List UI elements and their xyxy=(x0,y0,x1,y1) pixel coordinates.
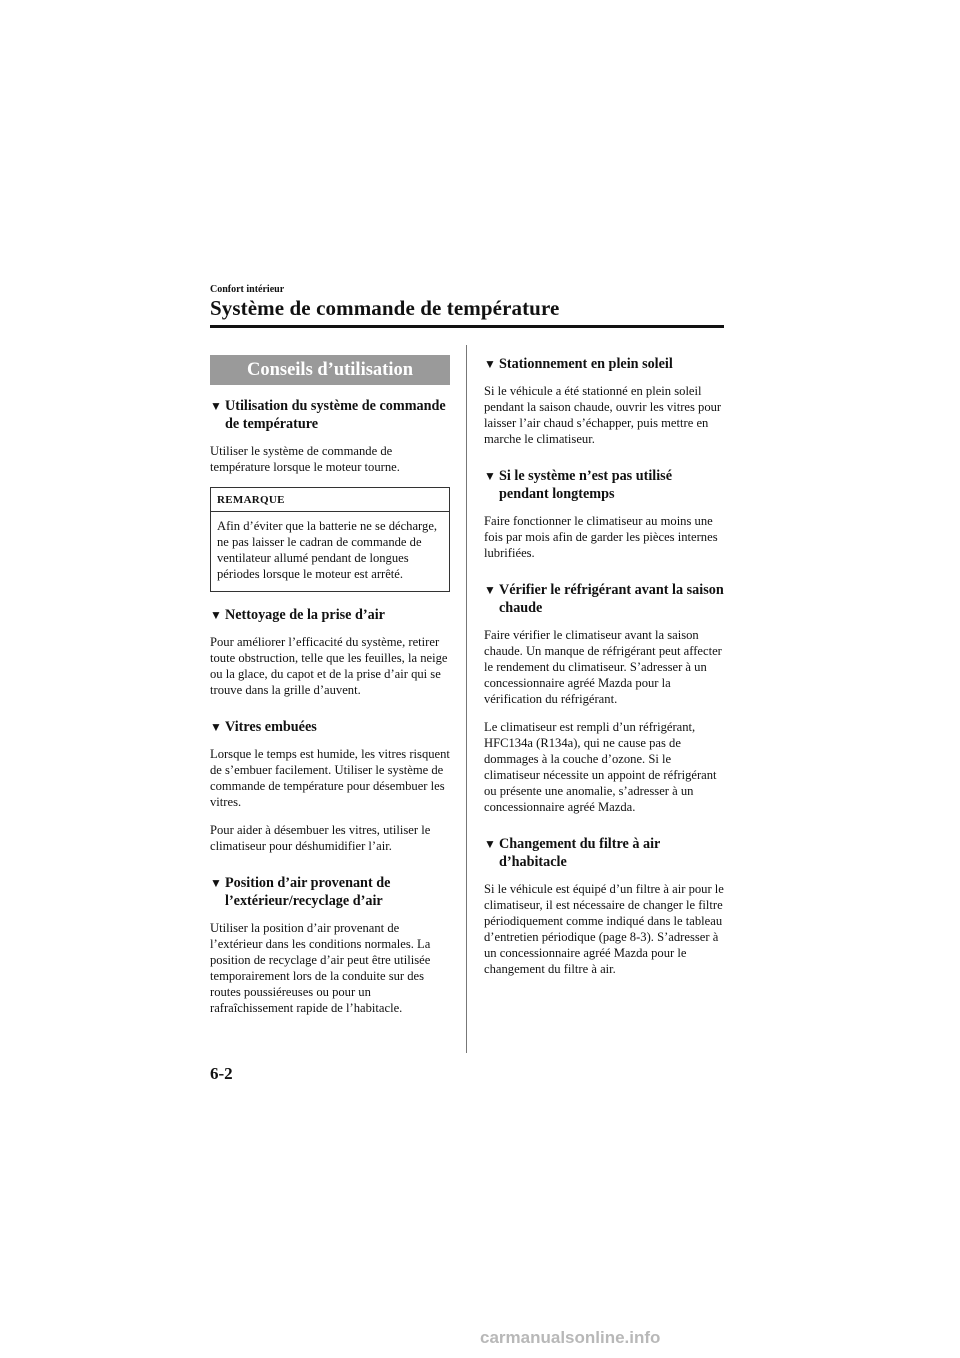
watermark-text: carmanualsonline.info xyxy=(480,1328,661,1347)
heading-unused-system: ▼ Si le système n’est pas utilisé pendant longtemps xyxy=(484,468,673,502)
heading-air-intake: ▼ Nettoyage de la prise d’air xyxy=(210,607,385,623)
paragraph: Le climatiseur est rempli d’un réfrigérant, HFC134a (R134a), qui ne cause pas de dommages à la couche d’ozone. Si le climatiseur nécessite un appoint de réfrigérant ou présente une anomalie, s’adresser à un concessionnaire agréé Mazda. xyxy=(484,720,717,814)
heading-foggy-windows: ▼ Vitres embuées xyxy=(210,719,317,735)
heading-cabin-filter: ▼ Changement du filtre à air d’habitacle xyxy=(484,836,661,870)
triangle-down-icon: ▼ xyxy=(484,837,496,851)
paragraph: Si le véhicule a été stationné en plein soleil pendant la saison chaude, ouvrir les vitres pour laisser l’air chaud s’échapper, puis mettre en marche le climatiseur. xyxy=(484,384,722,446)
paragraph: Si le véhicule est équipé d’un filtre à air pour le climatiseur, il est nécessaire de changer le filtre périodiquement comme indiqué dans le tableau d’entretien périodique (page 8-3). S’adresser à un concessionnaire agréé Mazda pour le changement du filtre à air. xyxy=(484,882,724,976)
paragraph: Utiliser la position d’air provenant de l’extérieur dans les conditions normales. La position de recyclage d’air peut être utilisée temporairement lors de la conduite sur des routes poussiéreuses ou pour un rafraîchissement rapide de l’habitacle. xyxy=(210,921,431,1015)
note-box xyxy=(210,487,450,592)
heading-usage: ▼ Utilisation du système de commande de température xyxy=(210,398,446,432)
page-number: 6-2 xyxy=(210,1064,233,1083)
triangle-down-icon: ▼ xyxy=(210,399,222,413)
note-title: REMARQUE xyxy=(211,488,449,512)
column-divider xyxy=(466,345,467,1053)
section-label: Confort intérieur xyxy=(210,284,285,295)
page-title: Système de commande de température xyxy=(210,296,560,320)
tips-banner: Conseils d’utilisation xyxy=(210,355,450,385)
note-text: Afin d’éviter que la batterie ne se décharge, ne pas laisser le cadran de commande de ventilateur allumé pendant de longues périodes lorsque le moteur est arrêté. xyxy=(217,519,438,581)
heading-parking-sun: ▼ Stationnement en plein soleil xyxy=(484,356,673,372)
triangle-down-icon: ▼ xyxy=(210,720,222,734)
left-column xyxy=(210,355,450,1028)
triangle-down-icon: ▼ xyxy=(484,583,496,597)
heading-refrigerant: ▼ Vérifier le réfrigérant avant la saison chaude xyxy=(484,582,724,616)
title-rule xyxy=(210,325,724,328)
paragraph: Pour améliorer l’efficacité du système, retirer toute obstruction, telle que les feuilles, la neige ou la glace, du capot et de la prise d’air qui se trouve dans la grille d’auvent. xyxy=(210,635,448,697)
triangle-down-icon: ▼ xyxy=(484,357,496,371)
triangle-down-icon: ▼ xyxy=(210,608,222,622)
paragraph: Pour aider à désembuer les vitres, utiliser le climatiseur pour déshumidifier l’air. xyxy=(210,823,431,853)
paragraph: Faire fonctionner le climatiseur au moins une fois par mois afin de garder les pièces internes lubrifiées. xyxy=(484,514,718,560)
paragraph: Faire vérifier le climatiseur avant la saison chaude. Un manque de réfrigérant peut affecter le rendement du climatiseur. S’adresser à un concessionnaire agréé Mazda pour la vérification du réfrigérant. xyxy=(484,628,722,706)
right-column xyxy=(484,355,724,989)
paragraph: Utiliser le système de commande de température lorsque le moteur tourne. xyxy=(210,444,400,474)
triangle-down-icon: ▼ xyxy=(210,876,222,890)
heading-air-position: ▼ Position d’air provenant de l’extérieur/recyclage d’air xyxy=(210,875,391,909)
paragraph: Lorsque le temps est humide, les vitres risquent de s’embuer facilement. Utiliser le système de commande de température pour désembuer les vitres. xyxy=(210,747,450,809)
triangle-down-icon: ▼ xyxy=(484,469,496,483)
